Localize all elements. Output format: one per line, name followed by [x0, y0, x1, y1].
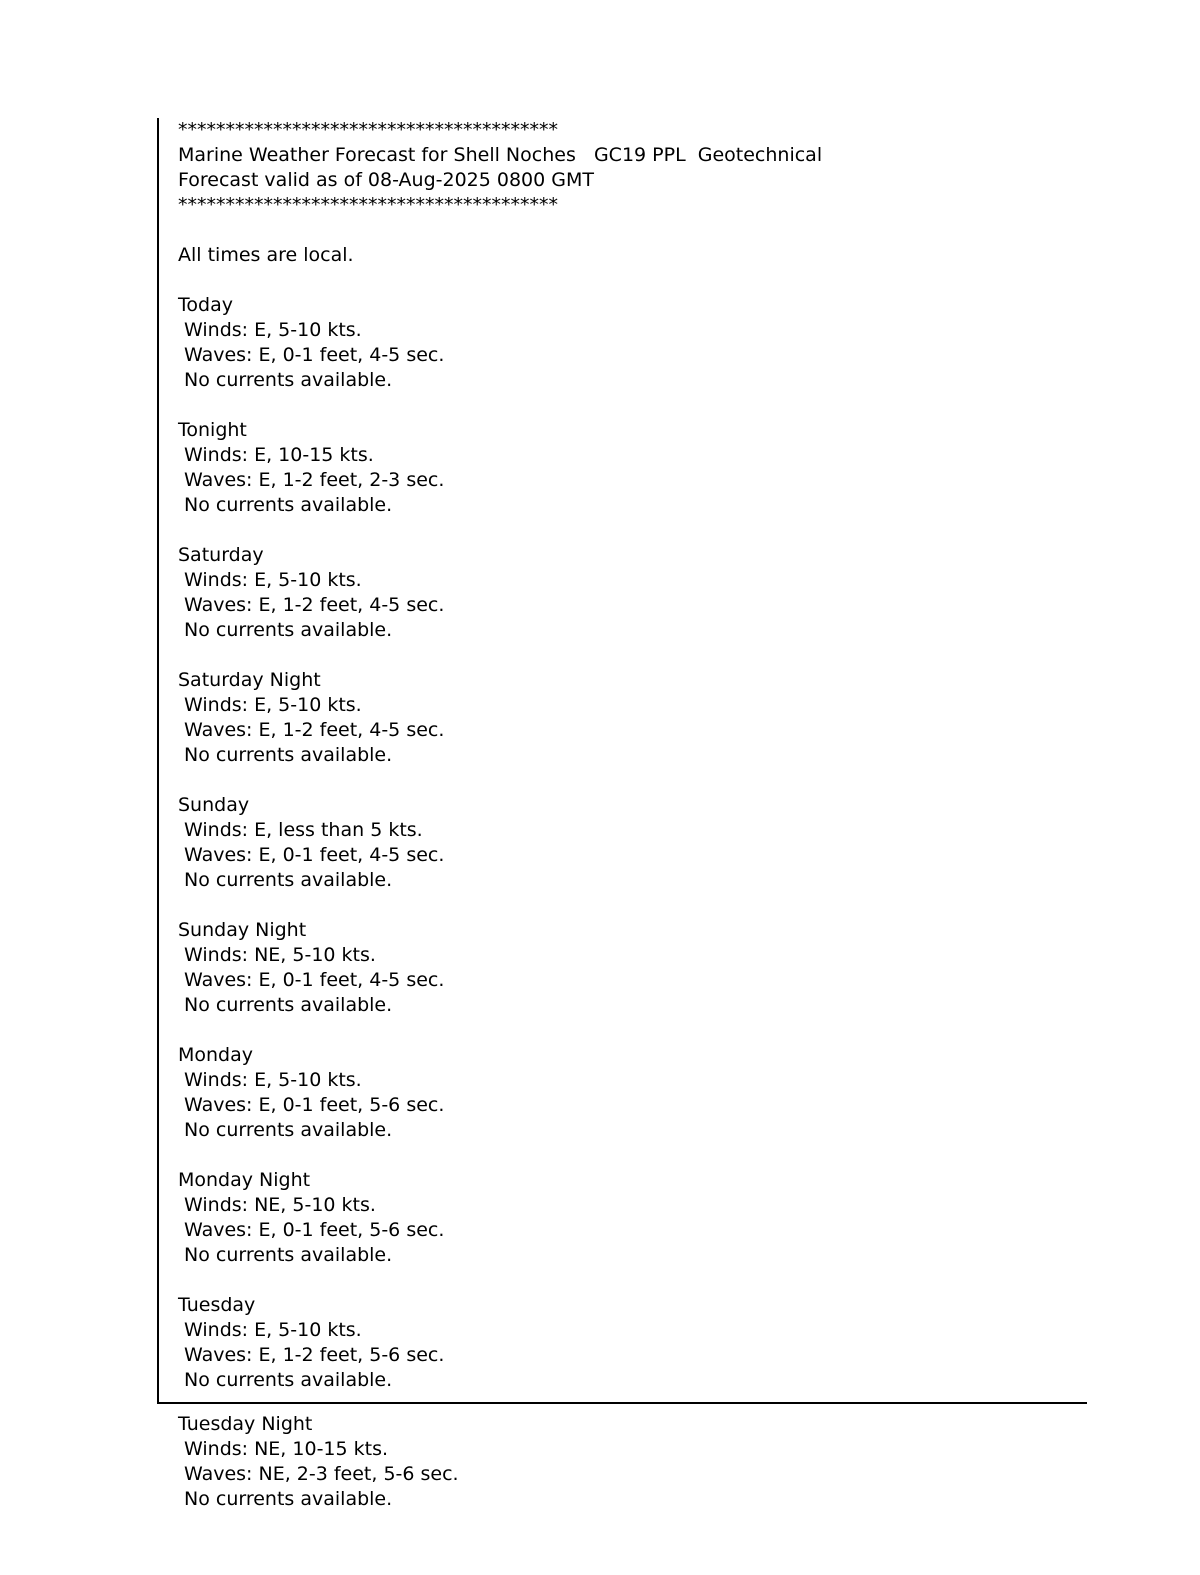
currents-line: No currents available. — [184, 1488, 393, 1510]
section-title: Today — [178, 294, 233, 316]
page-title: Marine Weather Forecast for Shell Noches GC19 PPL Geotechnical — [178, 144, 823, 166]
forecast-section-saturday — [178, 543, 1087, 643]
section-title: Sunday — [178, 794, 250, 816]
winds-line: Winds: E, 5-10 kts. — [184, 569, 362, 591]
currents-line: No currents available. — [184, 1244, 393, 1266]
forecast-continued — [157, 1412, 1200, 1512]
waves-line: Waves: E, 0-1 feet, 4-5 sec. — [184, 844, 445, 866]
winds-line: Winds: NE, 5-10 kts. — [184, 1194, 376, 1216]
waves-line: Waves: E, 0-1 feet, 4-5 sec. — [184, 344, 445, 366]
winds-line: Winds: E, 5-10 kts. — [184, 694, 362, 716]
winds-line: Winds: E, 10-15 kts. — [184, 444, 374, 466]
currents-line: No currents available. — [184, 1119, 393, 1141]
forecast-section-tuesday — [178, 1293, 1087, 1393]
currents-line: No currents available. — [184, 869, 393, 891]
forecast-section-saturday-night — [178, 668, 1087, 768]
currents-line: No currents available. — [184, 1369, 393, 1391]
forecast-bordered-box — [157, 118, 1087, 1404]
forecast-section-today — [178, 293, 1087, 393]
forecast-section-monday — [178, 1043, 1087, 1143]
forecast-section-sunday — [178, 793, 1087, 893]
winds-line: Winds: E, 5-10 kts. — [184, 1319, 362, 1341]
waves-line: Waves: E, 0-1 feet, 5-6 sec. — [184, 1219, 445, 1241]
section-title: Sunday Night — [178, 919, 307, 941]
waves-line: Waves: E, 1-2 feet, 5-6 sec. — [184, 1344, 445, 1366]
forecast-section-tuesday-night — [178, 1412, 1200, 1512]
waves-line: Waves: E, 1-2 feet, 4-5 sec. — [184, 594, 445, 616]
stars-top: **************************************** — [178, 119, 558, 141]
waves-line: Waves: NE, 2-3 feet, 5-6 sec. — [184, 1463, 459, 1485]
currents-line: No currents available. — [184, 744, 393, 766]
forecast-section-monday-night — [178, 1168, 1087, 1268]
winds-line: Winds: E, 5-10 kts. — [184, 319, 362, 341]
waves-line: Waves: E, 0-1 feet, 4-5 sec. — [184, 969, 445, 991]
waves-line: Waves: E, 1-2 feet, 2-3 sec. — [184, 469, 445, 491]
stars-bottom: **************************************** — [178, 194, 558, 216]
section-title: Monday Night — [178, 1169, 311, 1191]
section-title: Tuesday Night — [178, 1413, 313, 1435]
forecast-sections — [178, 293, 1087, 1393]
section-title: Saturday — [178, 544, 264, 566]
times-note: All times are local. — [178, 244, 354, 266]
currents-line: No currents available. — [184, 994, 393, 1016]
currents-line: No currents available. — [184, 369, 393, 391]
waves-line: Waves: E, 0-1 feet, 5-6 sec. — [184, 1094, 445, 1116]
forecast-section-sunday-night — [178, 918, 1087, 1018]
blank-line — [178, 268, 1087, 293]
winds-line: Winds: NE, 5-10 kts. — [184, 944, 376, 966]
currents-line: No currents available. — [184, 619, 393, 641]
currents-line: No currents available. — [184, 494, 393, 516]
section-title: Tuesday — [178, 1294, 256, 1316]
winds-line: Winds: NE, 10-15 kts. — [184, 1438, 389, 1460]
forecast-section-tonight — [178, 418, 1087, 518]
blank-line — [178, 218, 1087, 243]
section-title: Monday — [178, 1044, 254, 1066]
valid-line: Forecast valid as of 08-Aug-2025 0800 GMT — [178, 169, 594, 191]
winds-line: Winds: E, less than 5 kts. — [184, 819, 423, 841]
winds-line: Winds: E, 5-10 kts. — [184, 1069, 362, 1091]
waves-line: Waves: E, 1-2 feet, 4-5 sec. — [184, 719, 445, 741]
section-title: Saturday Night — [178, 669, 321, 691]
section-title: Tonight — [178, 419, 247, 441]
